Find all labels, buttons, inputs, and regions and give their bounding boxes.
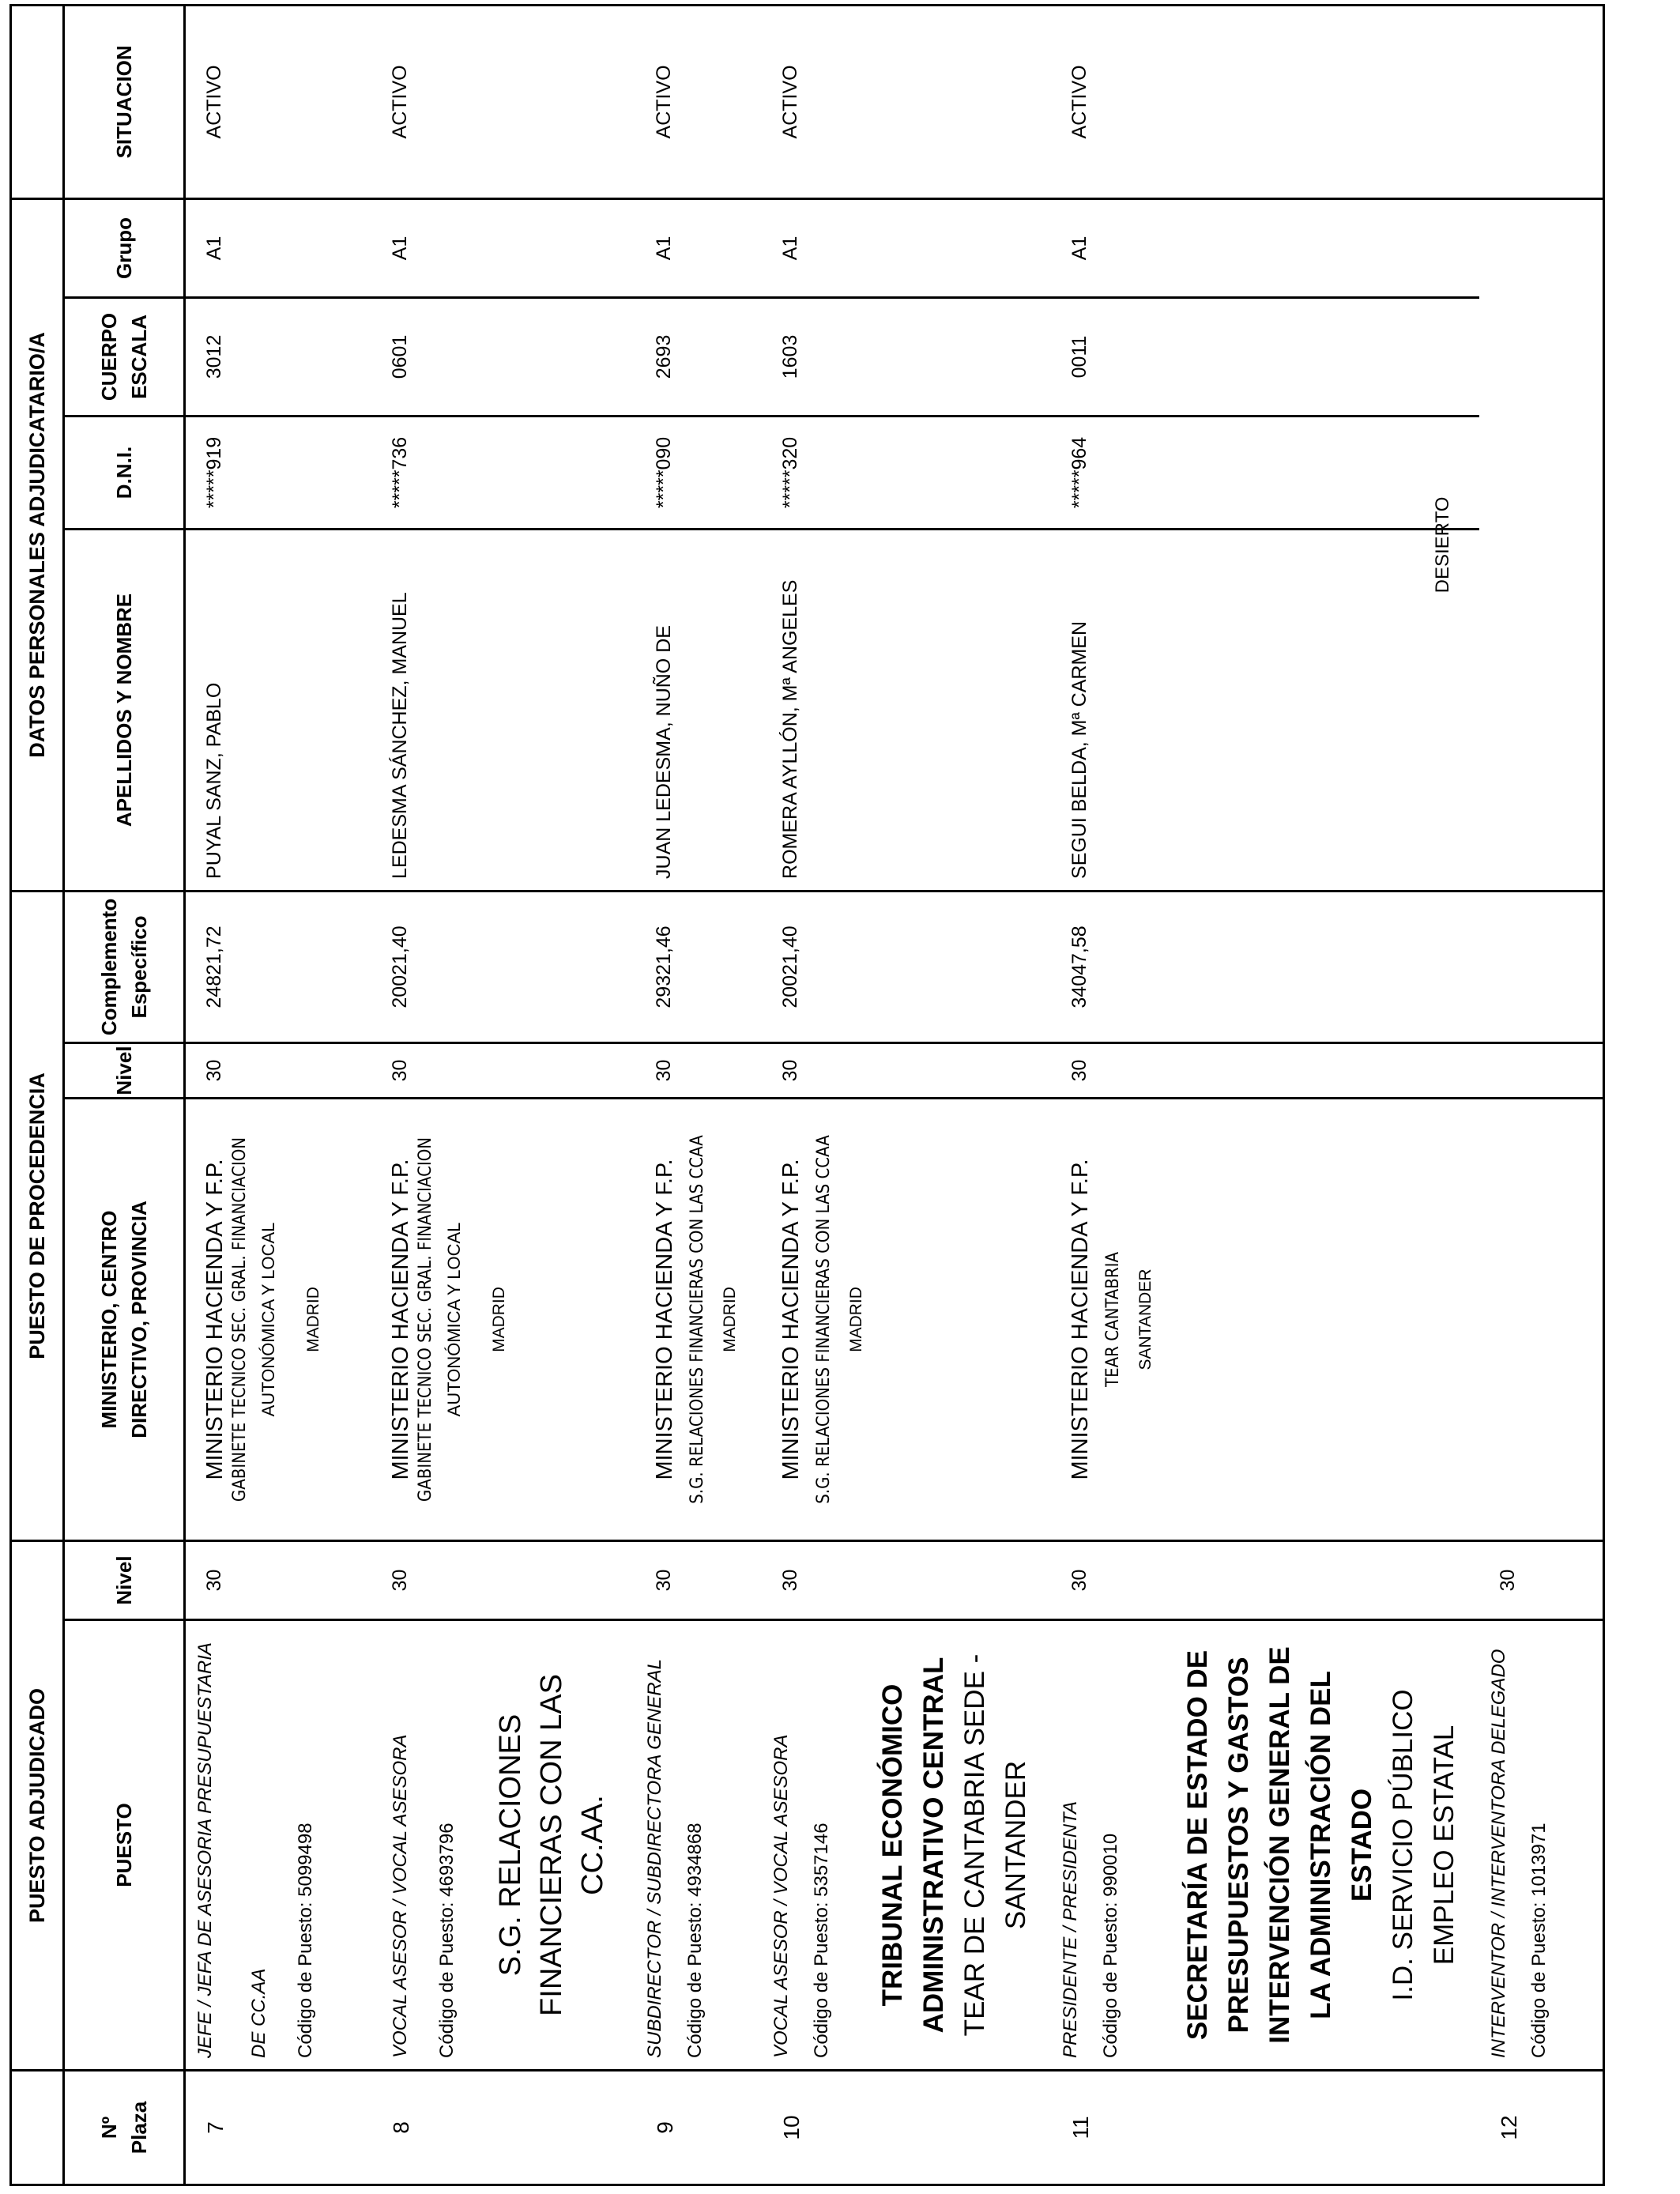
apellidos-nombre: LEDESMA SÁNCHEZ, MANUEL [371,529,635,891]
complemento [1479,891,1604,1042]
complemento: 24821,72 [185,891,371,1042]
header-situacion: SITUACION [64,5,185,198]
puesto-cell [371,1620,635,2071]
nivel: 30 [1479,1540,1604,1619]
procedencia-cell [1479,1098,1604,1540]
header-ministerio [64,1098,185,1540]
dni: *****919 [185,416,371,529]
complemento: 20021,40 [371,891,635,1042]
header-nivel-proc: Nivel [64,1042,185,1098]
apellidos-nombre: SEGUI BELDA, Mª CARMEN [1051,529,1479,891]
nivel-procedencia: 30 [371,1042,635,1098]
header-complemento-line1: Complemento [97,898,121,1036]
table-row [1051,5,1479,2185]
plaza-number: 8 [371,2071,635,2185]
nivel: 30 [371,1540,635,1619]
nivel: 30 [762,1540,1051,1619]
header-ministerio-line2: DIRECTIVO, PROVINCIA [127,1201,151,1438]
puesto-cell [1479,1620,1604,2071]
provincia: MADRID [720,1287,739,1352]
puesto-title: VOCAL ASESOR / VOCAL ASESORA [770,1734,792,2058]
puesto-cell [635,1620,762,2071]
apellidos-nombre: ROMERA AYLLÓN, Mª ANGELES [762,529,1051,891]
group-header-datos-personales: DATOS PERSONALES ADJUDICATARIO/A [11,198,64,891]
centro-directivo: GABINETE TECNICO SEC. GRAL. FINANCIACION [230,1137,250,1502]
dni: *****090 [635,416,762,529]
header-dni: D.N.I. [64,416,185,529]
plaza-number: 10 [762,2071,1051,2185]
plaza-number: 7 [185,2071,371,2185]
dni: *****964 [1051,416,1479,529]
nivel-procedencia: 30 [185,1042,371,1098]
codigo-puesto: Código de Puesto: 4934868 [684,1823,706,2058]
grupo: A1 [762,198,1051,297]
section-title: S.G. RELACIONES FINANCIERAS CON LAS CC.AA. [493,1674,609,2016]
cuerpo-escala: 0601 [371,297,635,416]
group-header-empty [11,2071,64,2185]
complemento: 20021,40 [762,891,1051,1042]
centro-directivo: S.G. RELACIONES FINANCIERAS CON LAS CCAA [687,1135,707,1504]
ministerio: MINISTERIO HACIENDA Y F.P. [202,1159,228,1480]
dni: *****736 [371,416,635,529]
header-plaza-line1: Nº [97,2116,121,2139]
puesto-title: VOCAL ASESOR / VOCAL ASESORA [389,1734,411,2058]
puesto-cell [185,1620,371,2071]
header-cuerpo [64,297,185,416]
section-title-bold: TRIBUNAL ECONÓMICO ADMINISTRATIVO CENTRAL [876,1657,949,2034]
puesto-cell [1051,1620,1479,2071]
nivel-procedencia [1479,1042,1604,1098]
procedencia-cell [635,1098,762,1540]
header-puesto: PUESTO [64,1620,185,2071]
cuerpo-escala: 1603 [762,297,1051,416]
group-header-empty-right [11,5,64,198]
header-cuerpo-line1: CUERPO [97,312,121,401]
nivel: 30 [635,1540,762,1619]
puesto-title: JEFE / JEFA DE ASESORIA PRESUPUESTARIA [194,1642,216,2058]
header-plaza-line2: Plaza [127,2101,151,2154]
provincia: MADRID [846,1287,865,1352]
group-header-puesto-procedencia: PUESTO DE PROCEDENCIA [11,891,64,1540]
grupo: A1 [635,198,762,297]
provincia: MADRID [304,1287,322,1352]
complemento: 34047,58 [1051,891,1479,1042]
dni: *****320 [762,416,1051,529]
puesto-cell [762,1620,1051,2071]
centro-directivo: S.G. RELACIONES FINANCIERAS CON LAS CCAA [813,1135,834,1504]
situacion: ACTIVO [185,5,371,198]
grupo: A1 [1051,198,1479,297]
header-cuerpo-line2: ESCALA [127,315,151,399]
centro-directivo: GABINETE TECNICO SEC. GRAL. FINANCIACION [415,1137,435,1502]
header-apellidos: APELLIDOS Y NOMBRE [64,529,185,891]
procedencia-cell [185,1098,371,1540]
column-header-row [64,5,185,2185]
group-header-puesto-adjudicado: PUESTO ADJUDICADO [11,1540,64,2070]
codigo-puesto: Código de Puesto: 5099498 [295,1823,316,2058]
header-complemento-line2: Específico [127,915,151,1019]
puesto-title: PRESIDENTE / PRESIDENTA [1059,1801,1081,2058]
table-row [762,5,1051,2185]
codigo-puesto: Código de Puesto: 990010 [1099,1833,1121,2058]
section-subtitle: I.D. SERVICIO PÚBLICO EMPLEO ESTATAL [1387,1689,1460,2001]
situacion: ACTIVO [762,5,1051,198]
section-subtitle: TEAR DE CANTABRIA SEDE - SANTANDER [959,1653,1031,2037]
header-grupo: Grupo [64,198,185,297]
situacion: ACTIVO [1051,5,1479,198]
codigo-puesto: Código de Puesto: 5357146 [810,1823,832,2058]
situacion [1479,5,1604,198]
cuerpo-escala: 2693 [635,297,762,416]
centro-directivo-cont: AUTONÓMICA Y LOCAL [443,1222,464,1417]
puesto-title-cont: DE CC.AA [248,1968,269,2058]
group-header-row [11,5,64,2185]
provincia: SANTANDER [1136,1269,1155,1370]
grupo: A1 [185,198,371,297]
centro-directivo-cont: AUTONÓMICA Y LOCAL [258,1222,278,1417]
plaza-number: 11 [1051,2071,1479,2185]
table-row [1479,5,1604,2185]
plaza-number: 9 [635,2071,762,2185]
ministerio: MINISTERIO HACIENDA Y F.P. [387,1159,413,1480]
desierto-cell [1431,198,1604,891]
cuerpo-escala: 0011 [1051,297,1479,416]
ministerio: MINISTERIO HACIENDA Y F.P. [778,1159,804,1480]
table-row [635,5,762,2185]
desierto-label: DESIERTO [1431,496,1453,594]
procedencia-cell [1051,1098,1479,1540]
codigo-puesto: Código de Puesto: 4693796 [435,1823,458,2058]
codigo-puesto: Código de Puesto: 1013971 [1527,1823,1550,2058]
nivel-procedencia: 30 [635,1042,762,1098]
apellidos-nombre: JUAN LEDESMA, NUÑO DE [635,529,762,891]
table-row [185,5,371,2185]
puesto-title: SUBDIRECTOR / SUBDIRECTORA GENERAL [643,1659,665,2058]
nivel-procedencia: 30 [1051,1042,1479,1098]
adjudicaciones-table [9,4,1605,2186]
plaza-number: 12 [1479,2071,1604,2185]
section-title-bold: SECRETARÍA DE ESTADO DE PRESUPUESTOS Y GASTOS INTERVENCIÓN GENERAL DE LA ADMINISTRACIÓN DEL ESTADO [1181,1646,1377,2044]
nivel: 30 [1051,1540,1479,1619]
ministerio: MINISTERIO HACIENDA Y F.P. [1067,1159,1093,1480]
header-ministerio-line1: MINISTERIO, CENTRO [97,1210,121,1429]
procedencia-cell [371,1098,635,1540]
provincia: MADRID [489,1287,508,1352]
complemento: 29321,46 [635,891,762,1042]
table-row [371,5,635,2185]
header-complemento [64,891,185,1042]
situacion: ACTIVO [635,5,762,198]
puesto-title: INTERVENTOR / INTERVENTORA DELEGADO [1487,1649,1509,2058]
nivel: 30 [185,1540,371,1619]
situacion: ACTIVO [371,5,635,198]
procedencia-cell [762,1098,1051,1540]
apellidos-nombre: PUYAL SANZ, PABLO [185,529,371,891]
header-nivel: Nivel [64,1540,185,1619]
centro-directivo: TEAR CANTABRIA [1102,1252,1123,1387]
header-plaza [64,2071,185,2185]
grupo: A1 [371,198,635,297]
cuerpo-escala: 3012 [185,297,371,416]
ministerio: MINISTERIO HACIENDA Y F.P. [651,1159,677,1480]
nivel-procedencia: 30 [762,1042,1051,1098]
